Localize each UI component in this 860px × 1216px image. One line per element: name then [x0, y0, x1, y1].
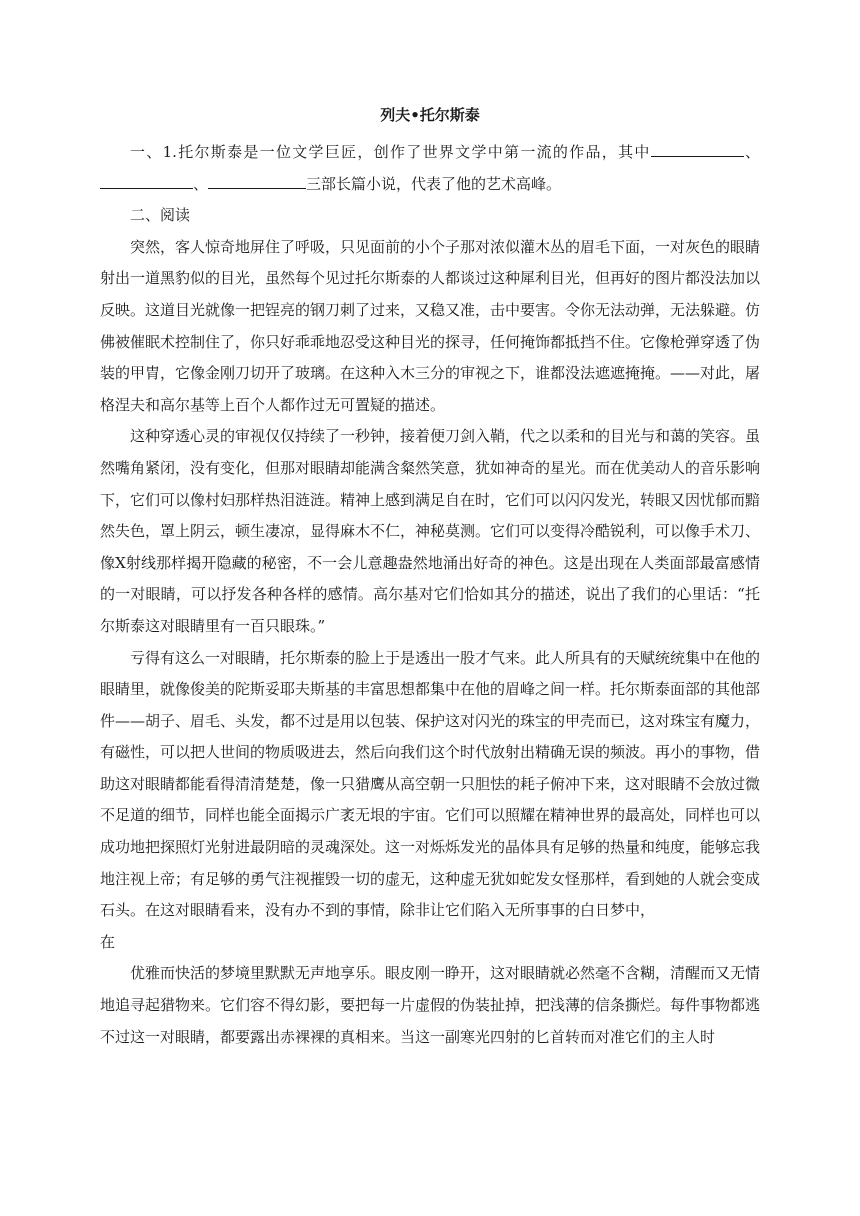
reading-paragraph-3: 亏得有这么一对眼睛，托尔斯泰的脸上于是透出一股才气来。此人所具有的天赋统统集中在他的眼睛里，就像俊美的陀斯妥耶夫斯基的丰富思想都集中在他的眉峰之间一样。托尔斯泰面部的其他部件——胡子、眉毛、头发，都不过是用以包装、保护这对闪光的珠宝的甲壳而已，这对珠宝有魔力，有磁性，可以把人世间的物质吸进去，然后向我们这个时代放射出精确无误的频波。再小的事物，借助这对眼睛都能看得清清楚楚，像一只猎鹰从高空朝一只胆怯的耗子俯冲下来，这对眼睛不会放过微不足道的细节，同样也能全面揭示广袤无垠的宇宙。它们可以照耀在精神世界的最高处，同样也可以成功地把探照灯光射进最阴暗的灵魂深处。这一对烁烁发光的晶体具有足够的热量和纯度，能够忘我地注视上帝；有足够的勇气注视摧毁一切的虚无，这种虚无犹如蛇发女怪那样，看到她的人就会变成石头。在这对眼睛看来，没有办不到的事情，除非让它们陷入无所事事的白日梦中，	[100, 648, 761, 920]
reading-paragraph-2: 这种穿透心灵的审视仅仅持续了一秒钟，接着便刀剑入鞘，代之以柔和的目光与和蔼的笑容。虽然嘴角紧闭，没有变化，但那对眼睛却能满含粲然笑意，犹如神奇的星光。而在优美动人的音乐影响下，它们可以像村妇那样热泪涟涟。精神上感到满足自在时，它们可以闪闪发光，转眼又因忧郁而黯然失色，罩上阴云，顿生凄凉，显得麻木不仁，神秘莫测。它们可以变得冷酷锐利，可以像手术刀、像X射线那样揭开隐藏的秘密，不一会儿意趣盎然地涌出好奇的神色。这是出现在人类面部最富感情的一对眼睛，可以抒发各种各样的感情。高尔基对它们恰如其分的描述，说出了我们的心里话：“托尔斯泰这对眼睛里有一百只眼珠。”	[100, 427, 761, 635]
document-title: 列夫•托尔斯泰	[380, 106, 480, 124]
document-page	[100, 105, 760, 1053]
reading-paragraph-3-fragment: 在	[100, 932, 116, 951]
question-1-sep1: 、	[743, 143, 760, 161]
question-1-sep2: 、	[193, 174, 209, 193]
question-1-prefix: 一、1.托尔斯泰是一位文学巨匠，创作了世界文学中第一流的作品，其中	[130, 143, 651, 161]
answer-blank-2	[100, 172, 193, 189]
section-heading-reading: 二、阅读	[130, 206, 191, 225]
answer-blank-3	[208, 172, 306, 189]
question-1-suffix: 三部长篇小说，代表了他的艺术高峰。	[306, 174, 562, 193]
answer-blank-1	[651, 140, 744, 157]
question-1	[100, 137, 760, 200]
reading-paragraph-4: 优雅而快活的梦境里默默无声地享乐。眼皮刚一睁开，这对眼睛就必然毫不含糊，清醒而又无情地追寻起猎物来。它们容不得幻影，要把每一片虚假的伪装扯掉，把浅薄的信条撕烂。每件事物都逃不过这一对眼睛，都要露出赤裸裸的真相来。当这一副寒光四射的匕首转而对准它们的主人时	[100, 964, 761, 1046]
reading-paragraph-1: 突然，客人惊奇地屏住了呼吸，只见面前的小个子那对浓似灌木丛的眉毛下面，一对灰色的眼睛射出一道黑豹似的目光，虽然每个见过托尔斯泰的人都谈过这种犀利目光，但再好的图片都没法加以反映。这道目光就像一把锃亮的钢刀刺了过来，又稳又准，击中要害。令你无法动弹，无法躲避。仿佛被催眠术控制住了，你只好乖乖地忍受这种目光的探寻，任何掩饰都抵挡不住。它像枪弹穿透了伪装的甲胄，它像金刚刀切开了玻璃。在这种入木三分的审视之下，谁都没法遮遮掩掩。——对此，屠格涅夫和高尔基等上百个人都作过无可置疑的描述。	[100, 237, 761, 414]
